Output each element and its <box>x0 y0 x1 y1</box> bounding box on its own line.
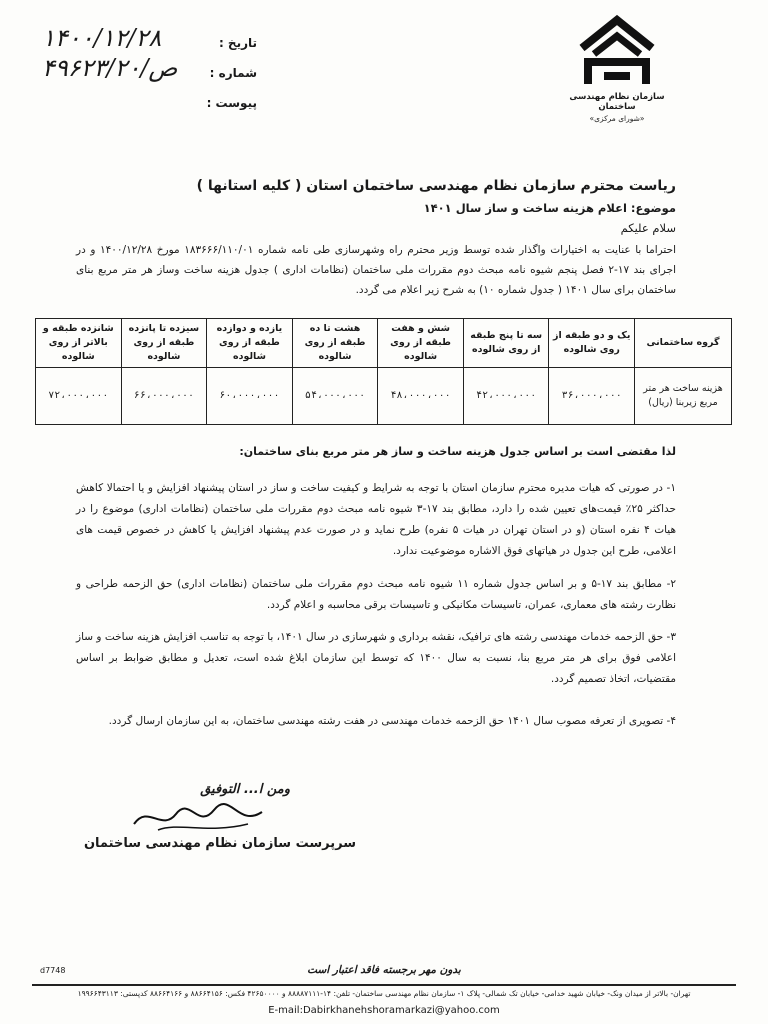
attachment-row <box>42 90 257 120</box>
table-header-cell: گروه ساختمانی <box>635 319 732 368</box>
subject-line: موضوع: اعلام هزینه ساخت و ساز سال ۱۴۰۱ <box>423 201 676 215</box>
letter-meta <box>42 24 257 120</box>
table-row <box>36 368 732 425</box>
date-label: تاریخ : <box>218 36 257 50</box>
table-header-cell: سه تا پنج طبقه از روی شالوده <box>463 319 549 368</box>
signer-title: سرپرست سازمان نظام مهندسی ساختمان <box>83 836 356 851</box>
addressee: ریاست محترم سازمان نظام مهندسی ساختمان استان ( کلیه استانها ) <box>196 178 676 194</box>
date-value: ۱۴۰۰/۱۲/۲۸ <box>42 24 162 52</box>
clause-4: ۴- تصویری از تعرفه مصوب سال ۱۴۰۱ حق الزحمه خدمات مهندسی در هفت رشته مهندسی ساختمان، به این سازمان ارسال گردد. <box>108 715 676 727</box>
cost-cell: ۳۶،۰۰۰،۰۰۰ <box>549 368 635 425</box>
cost-cell: ۵۴،۰۰۰،۰۰۰ <box>292 368 378 425</box>
document-code: d7748 <box>40 966 66 975</box>
closing-phrase: ومن ا... التوفیق <box>200 782 290 797</box>
validity-note: بدون مهر برجسته فاقد اعتبار است <box>307 964 461 976</box>
org-logo <box>562 14 672 123</box>
org-name: سازمان نظام مهندسی ساختمان <box>569 92 665 112</box>
footer-address: تهران- بالاتر از میدان ونک- خیابان شهید خدامی- خیابان تک شمالی- پلاک ۱- سازمان نظام مهندسی ساختمان- تلفن: ۱۴-۸۸۸۸۷۱۱۱ و ۴۲۶۵۰۰۰۰ فکس: ۸۸۶۶۴۱۵۶ و ۸۸۶۶۴۱۶۶ کدپستی: ۱۹۹۶۶۴۳۱۱۳ <box>77 989 691 998</box>
table-header-cell: یازده و دوازده طبقه از روی شالوده <box>207 319 293 368</box>
table-header-cell: یک و دو طبقه از روی شالوده <box>549 319 635 368</box>
intro-paragraph: احتراما با عنایت به اختیارات واگذار شده توسط وزیر محترم راه وشهرسازی طی نامه شماره ۱۸۳۶۶۶/۱۱۰/۰۱ مورخ ۱۴۰۰/۱۲/۲۸ و در اجرای بند ۱۷-۲ فصل پنجم شیوه نامه مبحث دوم مقررات ملی ساختمان (نظامات اداری ) جدول هزینه ساخت وساز هر متر مربع بنای ساختمان برای سال ۱۴۰۱ ( جدول شماره ۱۰) به شرح زیر اعلام می گردد. <box>76 244 677 296</box>
attachment-label: پیوست : <box>206 96 257 110</box>
number-row <box>42 54 257 90</box>
table-header-cell: شش و هفت طبقه از روی شالوده <box>378 319 464 368</box>
number-value: ۴۹۶۲۳/ص/۲۰ <box>42 54 178 82</box>
number-label: شماره : <box>209 66 257 80</box>
table-header-cell: شانزده طبقه و بالاتر از روی شالوده <box>36 319 122 368</box>
cost-cell: ۶۰،۰۰۰،۰۰۰ <box>207 368 293 425</box>
footer-email: E-mail:Dabirkhanehshoramarkazi@yahoo.com <box>268 1005 500 1016</box>
construction-cost-table <box>35 318 732 425</box>
table-header-row <box>36 319 732 368</box>
greeting: سلام علیکم <box>620 221 676 235</box>
cost-cell: ۴۸،۰۰۰،۰۰۰ <box>378 368 464 425</box>
footer-divider <box>32 984 736 986</box>
clause-1: ۱- در صورتی که هیات مدیره محترم سازمان استان با توجه به شرایط و کیفیت ساخت و ساز در استان پیشنهاد افزایش و یا احتمالا کاهش حداکثر ۲۵٪ قیمت‌های تعیین شده را دارد، مطابق بند ۱۷-۳ شیوه نامه مبحث دوم مقررات ملی ساختمان (نظامات اداری) موضوع را در هیات ۴ نفره استان (و در استان تهران در هیات ۵ نفره) طرح نماید و در صورت عدم پیشنهاد افزایش یا کاهش در خصوص قیمت های اعلامی، طرح این جدول در هیاتهای فوق الاشاره موضوعیت ندارد. <box>76 482 676 557</box>
clause-3: ۳- حق الزحمه خدمات مهندسی رشته های ترافیک، نقشه برداری و شهرسازی در سال ۱۴۰۱، با توجه به تناسب افزایش هزینه ساخت و ساز اعلامی فوق برای هر متر مربع بنا، نسبت به سال ۱۴۰۰ که توسط این سازمان ابلاغ شده است، تعدیل و مطابق ضوابط بر اساس مقتضیات، اتخاذ تصمیم گردد. <box>76 631 676 685</box>
lead-sentence: لذا مقتضی است بر اساس جدول هزینه ساخت و ساز هر متر مربع بنای ساختمان: <box>239 445 676 458</box>
row-label-cell: هزینه ساخت هر متر مربع زیربنا (ریال) <box>635 368 732 425</box>
signature-image <box>128 800 268 836</box>
table-header-cell: هشت تا ده طبقه از روی شالوده <box>292 319 378 368</box>
cost-cell: ۶۶،۰۰۰،۰۰۰ <box>121 368 207 425</box>
table-header-cell: سیزده تا پانزده طبقه از روی شالوده <box>121 319 207 368</box>
cost-cell: ۷۲،۰۰۰،۰۰۰ <box>36 368 122 425</box>
building-logo-icon <box>574 14 660 86</box>
org-subtitle: «شورای مرکزی» <box>589 114 645 123</box>
cost-cell: ۴۲،۰۰۰،۰۰۰ <box>463 368 549 425</box>
clause-2: ۲- مطابق بند ۱۷-۵ و بر اساس جدول شماره ۱۱ شیوه نامه مبحث دوم مقررات ملی ساختمان (نظامات اداری) حق الزحمه طراحی و نظارت رشته های معماری، عمران، تاسیسات مکانیکی و تاسیسات برقی محاسبه و اعلام گردد. <box>76 578 676 611</box>
